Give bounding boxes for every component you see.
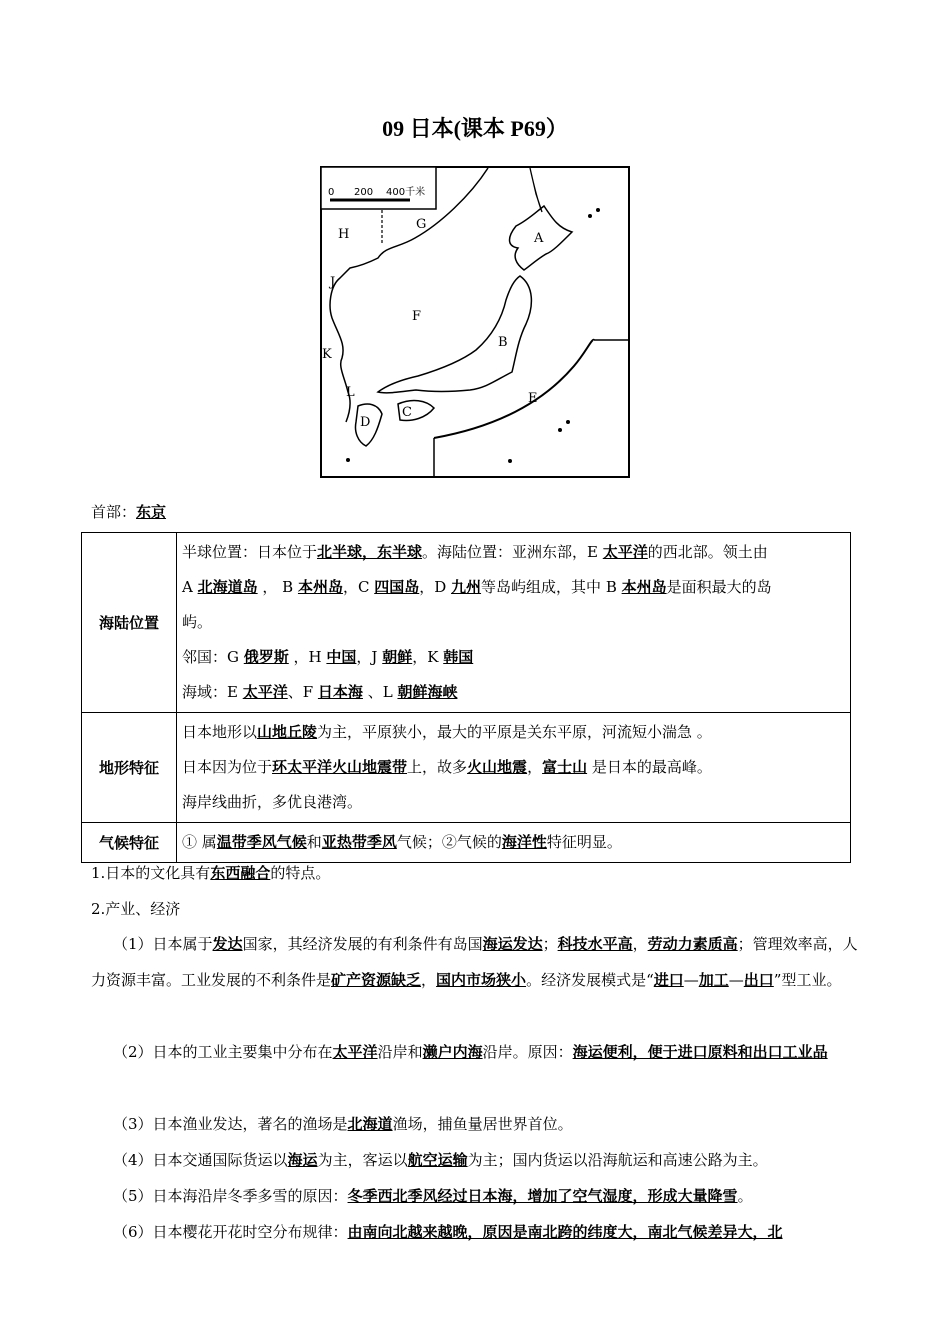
paragraph-5: （5）日本海沿岸冬季多雪的原因：冬季西北季风经过日本海，增加了空气湿度，形成大量降雪。 <box>113 1187 753 1205</box>
scale-label-200: 200 <box>354 187 374 198</box>
map-label-g: G <box>416 217 427 232</box>
table-row <box>82 533 851 713</box>
paragraph-4: （4）日本交通国际货运以海运为主，客运以航空运输为主；国内货运以沿海航运和高速公路为主。 <box>113 1151 768 1169</box>
map-label-d: D <box>360 415 371 430</box>
scale-label-400: 400千米 <box>386 187 426 198</box>
map-label-k: K <box>322 347 332 362</box>
map-label-h: H <box>338 227 350 242</box>
terrain-cell: 日本地形以山地丘陵为主，平原狭小，最大的平原是关东平原，河流短小湍急 。 日本因为位于环太平洋火山地震带上，故多火山地震，富士山 是日本的最高峰。 海岸线曲折，多优良港湾。 <box>177 713 851 823</box>
map-label-f: F <box>412 309 422 324</box>
location-cell: 半球位置：日本位于北半球，东半球。海陆位置：亚洲东部，E 太平洋的西北部。领土由 A 北海道岛 ， B 本州岛，C 四国岛，D 九州等岛屿组成，其中 B 本州岛是面积最大的岛 屿。 邻国：G 俄罗斯 ，H 中国，J 朝鲜，K 韩国 海域：E 太平洋、F 日本海 、L 朝鲜海峡 <box>177 533 851 713</box>
capital-line: 首部：东京 <box>91 503 167 521</box>
paragraph-3: （3）日本渔业发达，著名的渔场是北海道渔场，捕鱼量居世界首位。 <box>113 1115 573 1133</box>
map-label-e: E <box>528 391 538 406</box>
table-row <box>82 713 851 823</box>
map-label-b: B <box>498 335 508 350</box>
paragraph-6: （6）日本樱花开花时空分布规律：由南向北越来越晚，原因是南北跨的纬度大，南北气候差异大，北 <box>113 1223 783 1241</box>
info-table <box>81 532 851 863</box>
row-header-terrain: 地形特征 <box>82 713 177 823</box>
economy-heading: 2.产业、经济 <box>91 900 181 918</box>
map-label-a: A <box>534 231 544 246</box>
page-title: 09 日本(课本 P69） <box>382 116 568 141</box>
paragraph-2: （2）日本的工业主要集中分布在太平洋沿岸和濑户内海沿岸。原因：海运便利，便于进口原料和出口工业品 <box>113 1043 828 1061</box>
map-label-j: J <box>330 275 336 290</box>
culture-line: 1.日本的文化具有东西融合的特点。 <box>91 864 331 882</box>
map-label-c: C <box>402 405 412 420</box>
map-label-l: L <box>346 385 355 400</box>
row-header-location: 海陆位置 <box>82 533 177 713</box>
paragraph-1: （1）日本属于发达国家，其经济发展的有利条件有岛国海运发达；科技水平高，劳动力素质高；管理效率高，人力资源丰富。工业发展的不利条件是矿产资源缺乏，国内市场狭小。经济发展模式是“进口—加工—出口”型工业。 <box>91 935 858 989</box>
row-header-climate: 气候特征 <box>82 823 177 863</box>
japan-map <box>320 166 630 478</box>
scale-label-0: 0 <box>328 187 335 198</box>
climate-cell: ① 属温带季风气候和亚热带季风气候；②气候的海洋性特征明显。 <box>177 823 851 863</box>
